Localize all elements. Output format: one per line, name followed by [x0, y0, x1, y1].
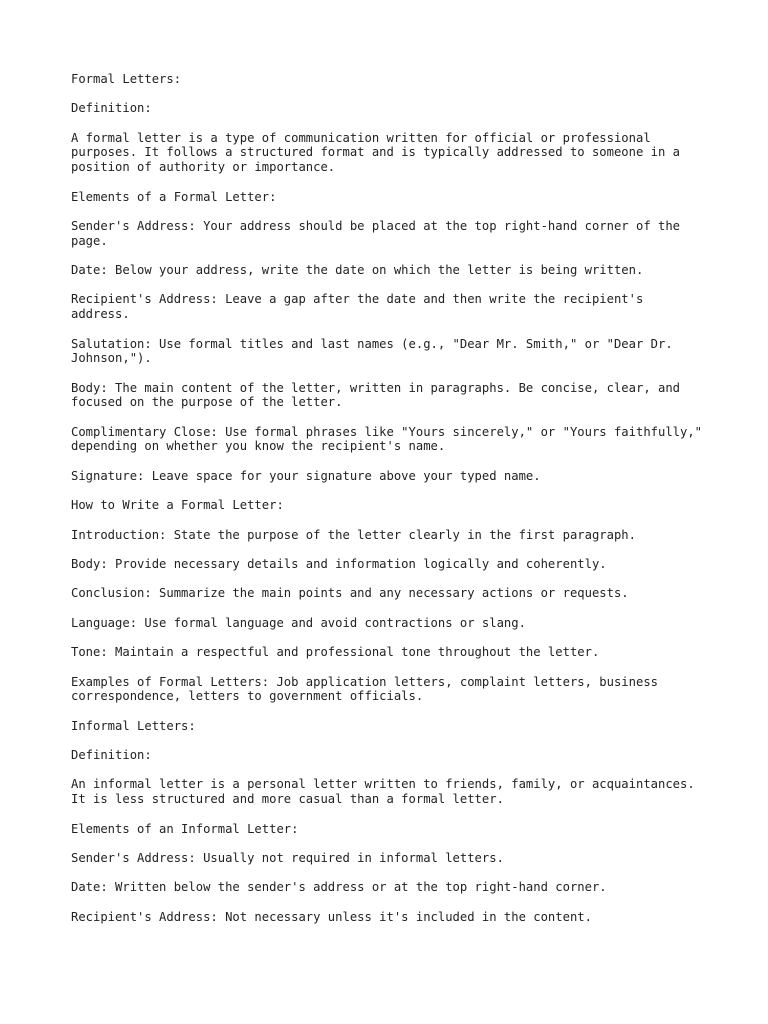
tip-language: Language: Use formal language and avoid contractions or slang. — [71, 615, 526, 630]
informal-element-date: Date: Written below the sender's address or at the top right-hand corner. — [71, 880, 607, 895]
heading-formal-letters: Formal Letters: — [71, 72, 182, 86]
heading-elements-formal: Elements of a Formal Letter: — [71, 189, 277, 204]
element-date: Date: Below your address, write the date on which the letter is being written. — [71, 263, 644, 278]
element-body: Body: The main content of the letter, written in paragraphs. Be concise, clear, and focused on the purpose of the letter. — [71, 380, 681, 410]
element-senders-address: Sender's Address: Your address should be placed at the top right-hand corner of the page. — [71, 218, 681, 248]
tip-conclusion: Conclusion: Summarize the main points and any necessary actions or requests. — [71, 586, 629, 601]
heading-definition: Definition: — [71, 101, 152, 116]
informal-letter-definition: An informal letter is a personal letter written to friends, family, or acquaintances. It is less structured and more casual than a formal letter. — [71, 777, 695, 807]
formal-letter-definition: A formal letter is a type of communication written for official or professional purposes. It follows a structured format and is typically addressed to someone in a position of authority or importance. — [71, 130, 681, 175]
tip-introduction: Introduction: State the purpose of the letter clearly in the first paragraph. — [71, 527, 636, 542]
element-signature: Signature: Leave space for your signature above your typed name. — [71, 468, 541, 483]
element-complimentary-close: Complimentary Close: Use formal phrases like "Yours sincerely," or "Yours faithfully," depending on whether you know the recipient's name. — [71, 424, 703, 454]
heading-how-to-write: How to Write a Formal Letter: — [71, 498, 284, 513]
heading-definition-informal: Definition: — [71, 748, 152, 763]
element-recipients-address: Recipient's Address: Leave a gap after the date and then write the recipient's address. — [71, 292, 644, 322]
informal-element-recipients-address: Recipient's Address: Not necessary unless it's included in the content. — [71, 909, 592, 924]
heading-informal-letters: Informal Letters: — [71, 718, 196, 733]
tip-body: Body: Provide necessary details and information logically and coherently. — [71, 557, 607, 571]
informal-element-senders-address: Sender's Address: Usually not required in informal letters. — [71, 850, 504, 865]
examples-formal-letters: Examples of Formal Letters: Job application letters, complaint letters, business correspondence, letters to government officials. — [71, 674, 658, 704]
element-salutation: Salutation: Use formal titles and last names (e.g., "Dear Mr. Smith," or "Dear Dr. Johnson,"). — [71, 336, 673, 366]
heading-elements-informal: Elements of an Informal Letter: — [71, 821, 299, 836]
tip-tone: Tone: Maintain a respectful and professional tone throughout the letter. — [71, 645, 600, 660]
